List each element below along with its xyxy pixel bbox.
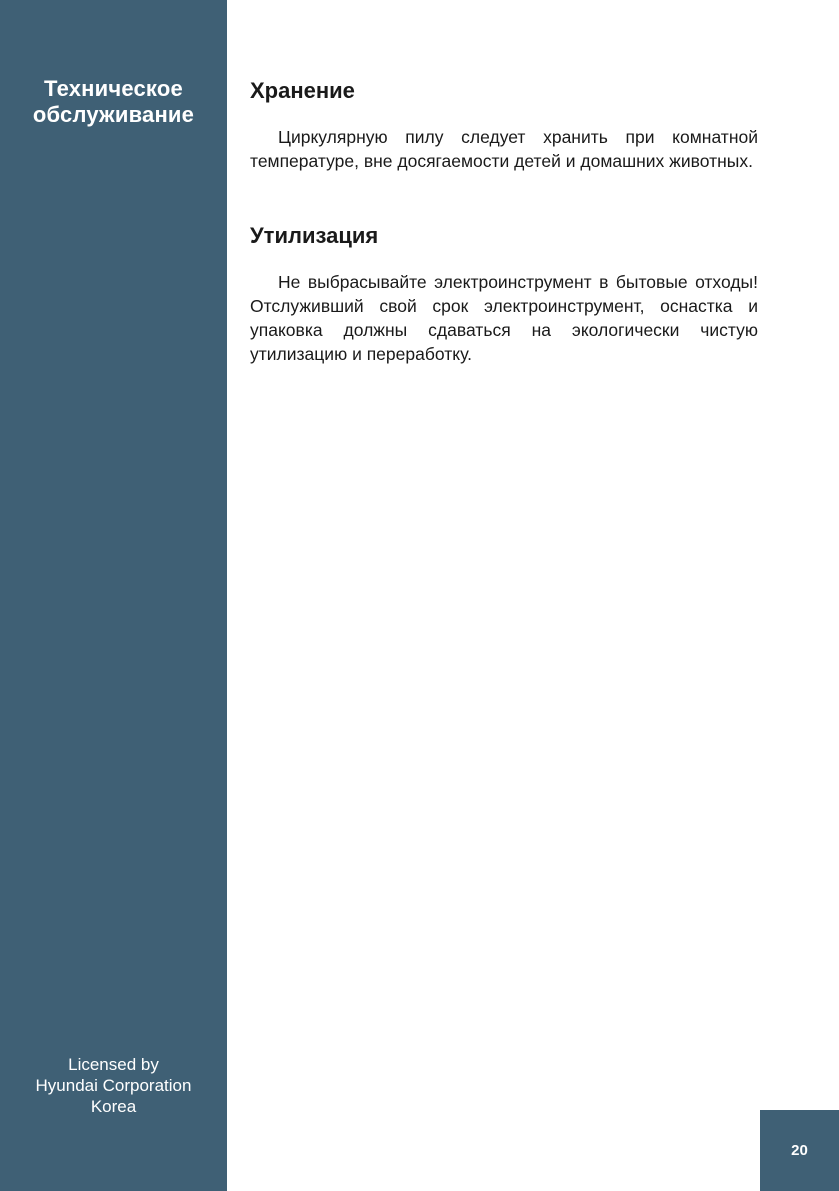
license-line3: Korea <box>90 1097 137 1116</box>
sidebar-title-line1: Техническое <box>44 76 183 101</box>
sidebar-title <box>0 76 227 128</box>
sidebar-title-line2: обслуживание <box>32 102 195 127</box>
license-note <box>0 1054 227 1117</box>
section-text-storage: Циркулярную пилу следует хранить при комнатной температуре, вне досягаемости детей и домашних животных. <box>250 127 758 171</box>
page-number: 20 <box>791 1142 808 1159</box>
license-line2: Hyundai Corporation <box>35 1076 192 1095</box>
sidebar <box>0 0 227 1191</box>
license-line1: Licensed by <box>68 1055 159 1074</box>
section-heading-disposal: Утилизация <box>250 223 379 248</box>
section-heading-storage: Хранение <box>250 78 355 103</box>
section-text-disposal: Не выбрасывайте электроинструмент в бытовые отходы! Отслуживший свой срок электроинструмент, оснастка и упаковка должны сдаваться на экологически чистую утилизацию и переработку. <box>250 272 758 364</box>
page-number-badge <box>760 1110 839 1191</box>
